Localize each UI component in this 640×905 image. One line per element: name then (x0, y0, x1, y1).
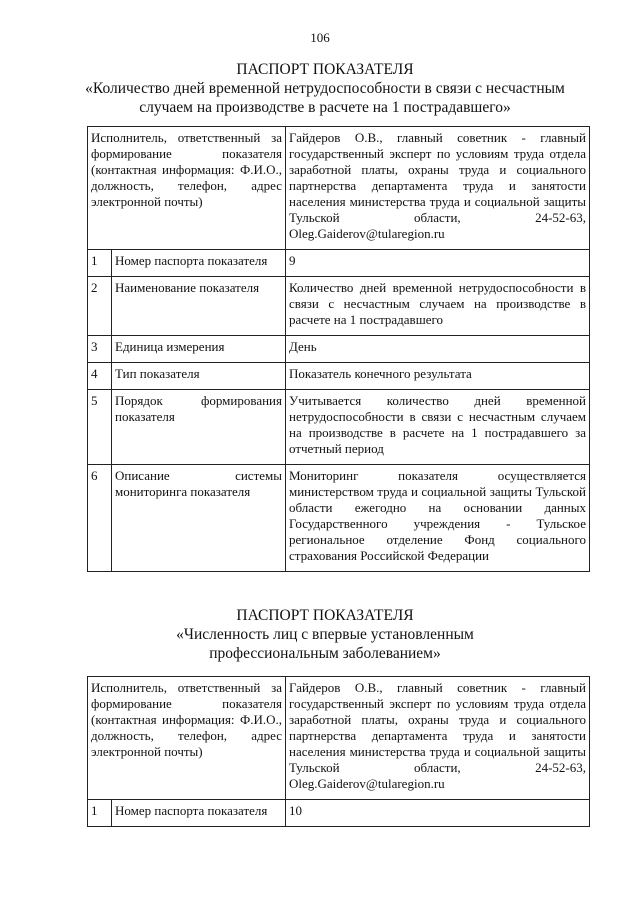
passport-table-2 (87, 676, 590, 827)
row-value: Мониторинг показателя осуществляется министерством труда и социальной защиты Тульской области ежегодно на основании данных Государственного учреждения - Тульское региональное отделение Фонд социального страхования Российской Федерации (286, 465, 590, 572)
row-name: Тип показателя (112, 363, 286, 390)
row-number: 1 (88, 800, 112, 827)
passport-title-2 (60, 606, 590, 663)
row-value: 9 (286, 250, 590, 277)
row-value: Количество дней временной нетрудоспособности в связи с несчастным случаем на производстве в расчете на 1 пострадавшего (286, 277, 590, 336)
table-row (88, 336, 590, 363)
passport-subtitle: «Численность лиц с впервые установленным профессиональным заболеванием» (176, 626, 474, 662)
table-row (88, 800, 590, 827)
executor-value: Гайдеров О.В., главный советник - главный государственный эксперт по условиям труда отдела заработной платы, охраны труда и социального партнерства департамента труда и занятости населения министерства труда и социальной защиты Тульской области, 24-52-63, Oleg.Gaiderov@tularegion.ru (286, 677, 590, 800)
row-number: 4 (88, 363, 112, 390)
row-name: Описание системы мониторинга показателя (112, 465, 286, 572)
executor-label: Исполнитель, ответственный за формирование показателя (контактная информация: Ф.И.О., должность, телефон, адрес электронной почты) (88, 127, 286, 250)
row-name: Номер паспорта показателя (112, 800, 286, 827)
row-number: 2 (88, 277, 112, 336)
passport-title-1 (60, 60, 590, 117)
row-name: Единица измерения (112, 336, 286, 363)
page-number: 106 (310, 30, 330, 45)
row-number: 1 (88, 250, 112, 277)
passport-heading: ПАСПОРТ ПОКАЗАТЕЛЯ (236, 61, 414, 78)
passport-heading: ПАСПОРТ ПОКАЗАТЕЛЯ (236, 607, 414, 624)
table-row (88, 390, 590, 465)
row-number: 3 (88, 336, 112, 363)
row-value: 10 (286, 800, 590, 827)
table-row (88, 465, 590, 572)
passport-table-1 (87, 126, 590, 572)
table-row (88, 677, 590, 800)
row-name: Наименование показателя (112, 277, 286, 336)
row-number: 6 (88, 465, 112, 572)
row-number: 5 (88, 390, 112, 465)
table-row (88, 363, 590, 390)
executor-value: Гайдеров О.В., главный советник - главный государственный эксперт по условиям труда отдела заработной платы, охраны труда и социального партнерства департамента труда и занятости населения министерства труда и социальной защиты Тульской области, 24-52-63, Oleg.Gaiderov@tularegion.ru (286, 127, 590, 250)
passport-subtitle: «Количество дней временной нетрудоспособности в связи с несчастным случаем на производстве в расчете на 1 пострадавшего» (85, 80, 565, 116)
row-value: День (286, 336, 590, 363)
row-name: Порядок формирования показателя (112, 390, 286, 465)
row-value: Показатель конечного результата (286, 363, 590, 390)
table-row (88, 277, 590, 336)
table-row (88, 250, 590, 277)
table-row (88, 127, 590, 250)
row-name: Номер паспорта показателя (112, 250, 286, 277)
row-value: Учитывается количество дней временной нетрудоспособности в связи с несчастным случаем на производстве в расчете на 1 пострадавшего за отчетный период (286, 390, 590, 465)
executor-label: Исполнитель, ответственный за формирование показателя (контактная информация: Ф.И.О., должность, телефон, адрес электронной почты) (88, 677, 286, 800)
